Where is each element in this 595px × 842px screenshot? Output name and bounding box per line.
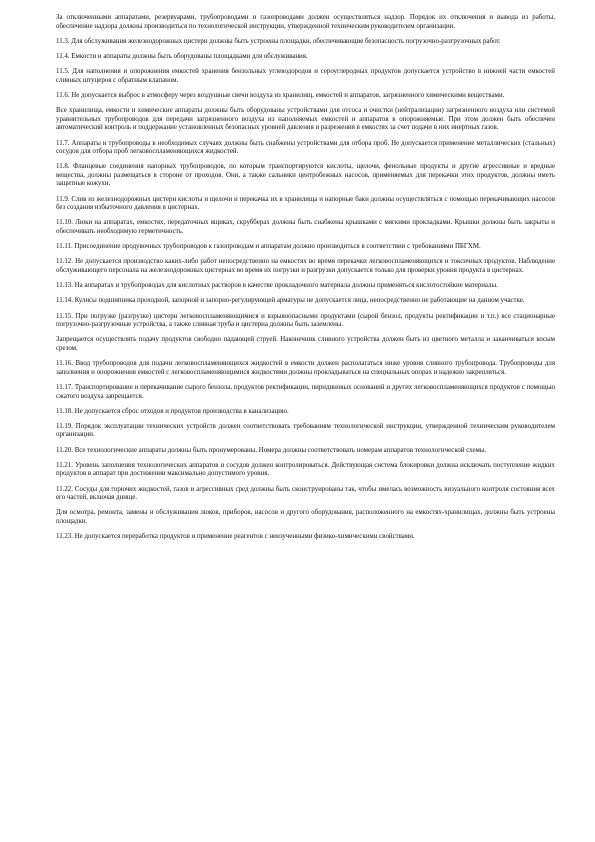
paragraph-11-23: 11.23. Не допускается переработка продуктов и применение реагентов с неизученными физико-химическими свойствами. — [56, 533, 415, 541]
paragraph-11-12: 11.12. Не допускается производство каких-либо работ непосредственно на емкостях во время перекачки легковоспламеняющихся и токсичных продуктов. Наблюдение обслуживающего персонала на железнодорожных цистернах во время их погрузки и разгрузки допускается только для проверки уровня продукта в цистернах. — [56, 258, 555, 274]
paragraph-11-8: 11.8. Фланцевые соединения напорных трубопроводов, по которым транспортируются кислоты, щелочи, фенольные продукты и другие агрессивные и вредные вещества, должны размещаться в стороне от проходов. Они, а также сальники центробежных насосов, применяемых для перекачки этих продуктов, должны иметь защитные кожухи. — [56, 163, 555, 188]
paragraph-11-21: 11.21. Уровень заполнения технологических аппаратов и сосудов должен контролироваться. Действующая система блокировки должна исключать поступление жидких продуктов в аппарат при достижении максимально допустимого уровня. — [56, 461, 555, 478]
paragraph-11-11: 11.11. Присоединение продувочных трубопроводов к газопроводам и аппаратам должно производиться в соответствии с требованиями ПБГХМ. — [56, 243, 481, 251]
paragraph-11-6: 11.6. Не допускается выброс в атмосферу через воздушные свечи воздуха из хранилищ, емкостей и аппаратов, загрязненного химическими веществами. — [56, 91, 505, 99]
paragraph-11-14: 11.14. Кулисы подшипника проходной, запорной и запорно-регулирующей арматуры не допускается лица, непосредственно не работающие на данном участке. — [56, 297, 525, 305]
paragraph-11-10: 11.10. Люки на аппаратах, емкостях, передаточных ящиках, скрубберах должны быть снабжены крышками с мягкими прокладками. Крышки должны быть закрыты и обеспечивать необходимую герметичность. — [56, 219, 555, 236]
paragraph-11-16: 11.16. Ввод трубопроводов для подачи легковоспламеняющихся жидкостей в емкости должен располагаться ниже уровня сливного трубопровода. Трубопроводы для заполнения и опорожнения емкостей с легковоспламеняющимися жидкостями должны прокладываться на специальных опорах и надежно закрепляться. — [56, 360, 555, 376]
paragraph-11-4: 11.4. Емкости и аппараты должны быть оборудованы площадками для обслуживания. — [56, 52, 308, 60]
paragraph-11-9: 11.9. Слив из железнодорожных цистерн кислоты и щелочи и перекачка их в хранилища и напорные баки должны осуществляться с помощью перекачивающих насосов без создания избыточного давления в цистернах. — [56, 195, 555, 212]
paragraph-11-13: 11.13. На аппаратах и трубопроводах для кислотных растворов в качестве прокладочного материала должны применяться кислотостойкие материалы. — [56, 282, 498, 290]
paragraph-inspection-platforms: Для осмотра, ремонта, замены и обслуживания люков, приборов, насосов и другого оборудования, расположенного на емкостях-хранилищах, должны быть устроены площадки. — [56, 509, 555, 525]
paragraph-11-22: 11.22. Сосуды для горючих жидкостей, газов и агрессивных сред должны быть сконструированы так, чтобы имелась возможность визуального контроля состояния всех его частей, включая днище. — [56, 485, 555, 502]
paragraph-11-20: 11.20. Все технологические аппараты должны быть пронумерованы. Номера должны соответствовать номерам аппаратов технологической схемы. — [56, 446, 487, 454]
paragraph-11-15: 11.15. При погрузке (разгрузке) цистерн легковоспламеняющимися и взрывоопасными продуктами (сырой бензол, продукты ректификации и т.п.) все стационарные погрузочно-разгрузочные устройства, а также сливная труба и цистерна должны быть заземлены. — [56, 312, 555, 329]
paragraph-11-17: 11.17. Транспортирование и перекачивание сырого бензола, продуктов ректификации, пиридиновых оснований и других легковоспламеняющихся продуктов с помощью сжатого воздуха запрещается. — [56, 383, 555, 400]
paragraph-intro: За отключенными аппаратами, резервуарами, трубопроводами и газопроводами должен осуществляться надзор. Порядок их отключения и вывода из работы, обеспечение надзора должны производиться по технологической инструкции, утвержденной техническим руководителем организации. — [56, 14, 555, 30]
paragraph-11-18: 11.18. Не допускается сброс отходов и продуктов производства в канализацию. — [56, 407, 289, 415]
paragraph-11-7: 11.7. Аппараты и трубопроводы в необходимых случаях должны быть снабжены устройствами для отбора проб. Не допускается применение металлических (стальных) сосудов для отбора проб легковоспламеняющихся жидкостей. — [56, 139, 555, 156]
paragraph-storage-ventilation: Все хранилища, емкости и химические аппараты должны быть оборудованы устройствами для отсоса и очистки (нейтрализации) загрязненного воздуха или системой уравнительных трубопроводов для передачи загрязненного воздуха из наполняемых емкостей и аппаратов в опорожняемые. При этом должен быть обеспечен автоматический контроль и поддержание установленных безопасных уровней давления и разрежения в емкостях за счет подачи в них инертных газов. — [56, 107, 555, 132]
paragraph-11-19: 11.19. Порядок эксплуатации технических устройств должен соответствовать требованиям технологической инструкции, утвержденной техническим руководителем организации. — [56, 422, 555, 439]
paragraph-11-5: 11.5. Для наполнения и опорожнения емкостей хранения бензольных углеводородов и сероуглеродных продуктов допускается устройство в нижней части емкостей сливных штуцеров с обратным клапаном. — [56, 68, 555, 84]
paragraph-filling-stream: Запрещается осуществлять подачу продуктов свободно падающей струей. Наконечник сливного устройства должен быть из цветного металла и заканчиваться косым срезом. — [56, 336, 555, 352]
paragraph-11-3: 11.3. Для обслуживания железнодорожных цистерн должны быть устроены площадки, обеспечивающие безопасность погрузочно-разгрузочных работ. — [56, 37, 501, 45]
